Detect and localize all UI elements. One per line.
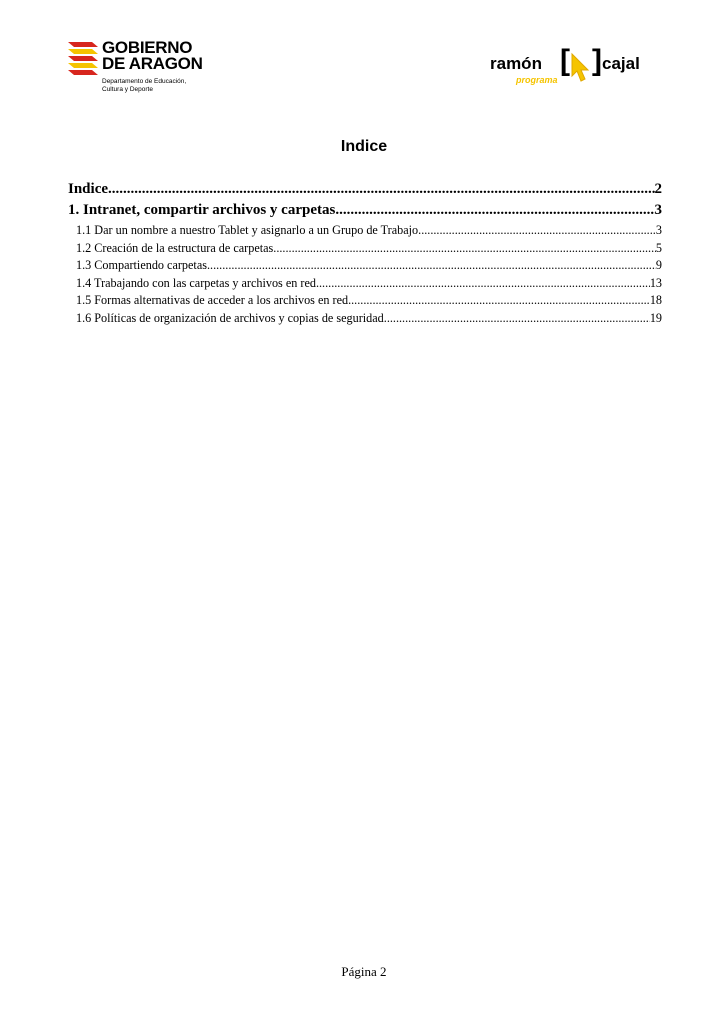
toc-leader-dots [316,276,650,291]
toc-leader-dots [108,181,654,198]
toc-entry-1-1[interactable] [68,223,662,241]
toc-entry-page: 18 [649,293,662,307]
toc-entry-label: Indice [68,181,109,197]
toc-entry-1-3[interactable] [68,258,662,276]
toc-entry-page: 9 [655,258,662,272]
toc-entry-page: 19 [649,310,662,325]
rc-subtitle: programa [516,75,558,85]
gov-name [102,40,203,72]
gov-department [102,78,186,93]
toc-entry-intranet[interactable] [68,202,662,223]
toc-entry-label: 1.4 Trabajando con las carpetas y archivos en red [76,275,316,290]
toc-entry-page: 3 [654,202,662,218]
toc-entry-page: 3 [655,223,662,237]
rc-bracket-open: [ [560,44,570,77]
gov-dept-line2: Cultura y Deporte [102,85,153,93]
gobierno-aragon-logo [68,40,218,100]
toc-entry-1-6[interactable] [68,311,662,329]
toc-leader-dots [348,293,650,308]
toc-entry-page: 2 [654,181,662,197]
toc-entry-label: 1. Intranet, compartir archivos y carpetas [68,202,336,218]
rc-left-word: ramón [490,54,542,73]
toc-entry-label: 1.1 Dar un nombre a nuestro Tablet y asignarlo a un Grupo de Trabajo [76,223,419,237]
cursor-pointer-icon [570,52,592,86]
toc-entry-page: 13 [649,275,662,290]
toc-leader-dots [384,311,650,326]
rc-bracket-close: ] [592,44,602,77]
toc-leader-dots [418,223,656,238]
toc-entry-indice[interactable] [68,181,662,202]
gov-name-line1: GOBIERNO [102,38,193,57]
toc-leader-dots [273,241,656,256]
toc-entry-page: 5 [655,240,662,255]
ramon-cajal-logo [490,44,660,96]
toc-entry-label: 1.2 Creación de la estructura de carpetas [76,240,274,255]
toc-entry-label: 1.6 Políticas de organización de archivos y copias de seguridad [76,310,384,325]
page-title: Indice [340,138,388,155]
toc-entry-1-4[interactable] [68,276,662,294]
toc-entry-label: 1.5 Formas alternativas de acceder a los archivos en red [76,293,349,307]
table-of-contents [68,181,662,328]
toc-entry-1-5[interactable] [68,293,662,311]
toc-leader-dots [335,202,654,219]
toc-entry-label: 1.3 Compartiendo carpetas [76,258,207,272]
page-number-footer: Página 2 [341,964,387,979]
toc-entry-1-2[interactable] [68,241,662,259]
gov-name-line2: DE ARAGON [102,54,203,73]
rc-right-word: cajal [602,54,640,73]
toc-leader-dots [207,258,656,273]
gov-dept-line1: Departamento de Educación, [102,78,187,85]
aragon-flag-icon [68,42,98,76]
